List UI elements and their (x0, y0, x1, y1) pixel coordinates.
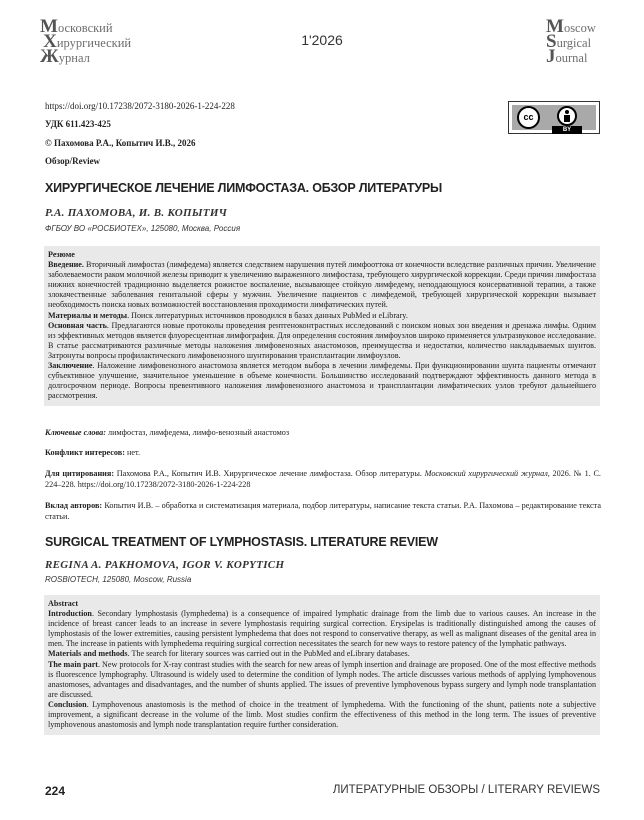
attribution-person-icon (557, 106, 577, 126)
author-contributions: Вклад авторов: Копытич И.В. – обработка и систематизация материала, подбор литературы, написание текста статьи. Р.А. Пахомова – редактирование текста статьи. (45, 501, 601, 521)
udk: УДК 611.423-425 (45, 119, 111, 129)
abstract-heading-en: Abstract (48, 599, 79, 608)
title-ru: ХИРУРГИЧЕСКОЕ ЛЕЧЕНИЕ ЛИМФОСТАЗА. ОБЗОР ЛИТЕРАТУРЫ (45, 181, 443, 195)
keywords-ru: Ключевые слова: лимфостаз, лимфедема, лимфо-венозный анастомоз (45, 428, 290, 437)
abstract-conclusion-en: Conclusion. Lymphovenous anastomosis is the method of choice in the treatment of lymphedema. With the functioning of the shunt, patients note a subjective improvement, a significant decrease in the volume of the limb. Most studies confirm the effectiveness of this method in the long term. The issues of preventive lymphovenous anastomosis and lymph node transplantation require further consideration. (48, 699, 596, 730)
journal-logo-en: Moscow Surgical Journal (546, 16, 596, 67)
page-number: 224 (45, 784, 66, 798)
doi-link[interactable]: https://doi.org/10.17238/2072-3180-2026-1-224-228 (45, 101, 235, 111)
abstract-intro-ru: Введение. Вторичный лимфостаз (лимфедема) является следствием нарушения путей лимфооттока от конечности вследствие различных причин. Увеличение заболеваемости раком молочной железы приводит к увеличению выраженного лимфостаза, требующего хирургической коррекции. Среди причин лимфостаза нижних конечностей традиционно выделяется рожистое воспаление, вызывающее стойкую лимфедему, неподдающуюся консервативной терапии, а также злокачественные заболевания генитальной сферы у мужчин. Увеличение пациентов с лимфедемой, требующей хирургической коррекции вызывает необходимость поиска новых возможностей восстановления проходимости лимфатических путей. (48, 260, 596, 310)
title-en: SURGICAL TREATMENT OF LYMPHOSTASIS. LITERATURE REVIEW (45, 535, 438, 549)
abstract-heading-ru: Резюме (48, 250, 75, 259)
copyright: © Пахомова Р.А., Копытич И.В., 2026 (45, 138, 196, 148)
issue-number: 1'2026 (301, 32, 343, 48)
cc-icon: cc (517, 106, 540, 129)
by-label: BY (552, 126, 582, 134)
abstract-methods-en: Materials and methods. The search for literary sources was carried out in the PubMed and eLibrary databases. (48, 649, 410, 659)
abstract-conclusion-ru: Заключение. Наложение лимфовенозного анастомоза является методом выбора в лечении лимфедемы. При функционировании шунта пациенты отмечают субъективное улучшение, значительное уменьшение в объеме конечности. Большинство исследований подтверждают эффективность данного метода в долгосрочном периоде. Вопросы превентивного наложения лимфовенозного анастомоза и трансплантации лимфатических узлов требуют дальнейшего рассмотрения. (48, 361, 596, 401)
article-type: Обзор/Review (45, 156, 101, 166)
abstract-en (44, 595, 600, 735)
affiliation-ru: ФГБОУ ВО «РОСБИОТЕХ», 125080, Москва, Россия (45, 224, 241, 233)
section-title: ЛИТЕРАТУРНЫЕ ОБЗОРЫ / LITERARY REVIEWS (332, 784, 600, 796)
abstract-main-en: The main part. New protocols for X-ray contrast studies with the search for new areas of lymph insertion and drainage are proposed. One of the most effective methods is fluorescence lymphography. Ultrasound is widely used to determine the condition of lymph nodes. The article discusses various methods of applying lymphovenous anastomoses, advantages and disadvantages, and the number of shunts applied. The issues of preventive lymphovenous bypass surgery and lymph node transplantation are discussed. (48, 659, 596, 699)
affiliation-en: ROSBIOTECH, 125080, Moscow, Russia (45, 575, 192, 584)
cc-by-license-badge[interactable] (508, 101, 600, 134)
abstract-methods-ru: Материалы и методы. Поиск литературных источников проводился в базах данных PubMed и eLibrary. (48, 310, 408, 320)
abstract-intro-en: Introduction. Secondary lymphostasis (lymphedema) is a consequence of impaired lymphatic drainage from the limb due to various causes. An increase in the incidence of breast cancer leads to an increase in severe lymphostasis requiring surgical correction. Erysipelas is traditionally distinguished among the causes of lymphostasis of the lower extremities, causing persistent lymphedema that does not respond to conservative therapy, as well as malignant diseases of the genital area in men. The increase in patients with lymphedema requiring surgical correction necessitates the search for new ways to restore patency of the lymphatic pathways. (48, 609, 596, 649)
abstract-ru (44, 246, 600, 406)
abstract-main-ru: Основная часть. Предлагаются новые протоколы проведения рентгеноконтрастных исследований с поиском новых зон введения и дренажа лимфы. Одним из эффективных методов является флуоресцентная лимфография. Для определения состояния лимфоузлов широко применяется ультразвуковое исследование. В статье рассматриваются различные методы наложения лимфовенозных анастомозов, преимущества и недостатки, количество накладываемых шунтов. Затронуты вопросы профилактического лимфовенозного шунтирования трансплантации лимфоузлов. (48, 320, 596, 360)
authors-ru: Р.А. ПАХОМОВА, И. В. КОПЫТИЧ (45, 207, 228, 219)
conflict-of-interest: Конфликт интересов: нет. (45, 448, 141, 457)
journal-logo-ru: Московский Хирургический Журнал (40, 16, 132, 67)
citation: Для цитирования: Пахомова Р.А., Копытич И.В. Хирургическое лечение лимфостаза. Обзор литературы. Московский хирургический журнал, 2026. № 1. С. 224–228. https://doi.org/10.17238/2072-3180-2026-1-224-228 (45, 469, 601, 489)
authors-en: REGINA A. PAKHOMOVA, IGOR V. KOPYTICH (45, 559, 285, 571)
